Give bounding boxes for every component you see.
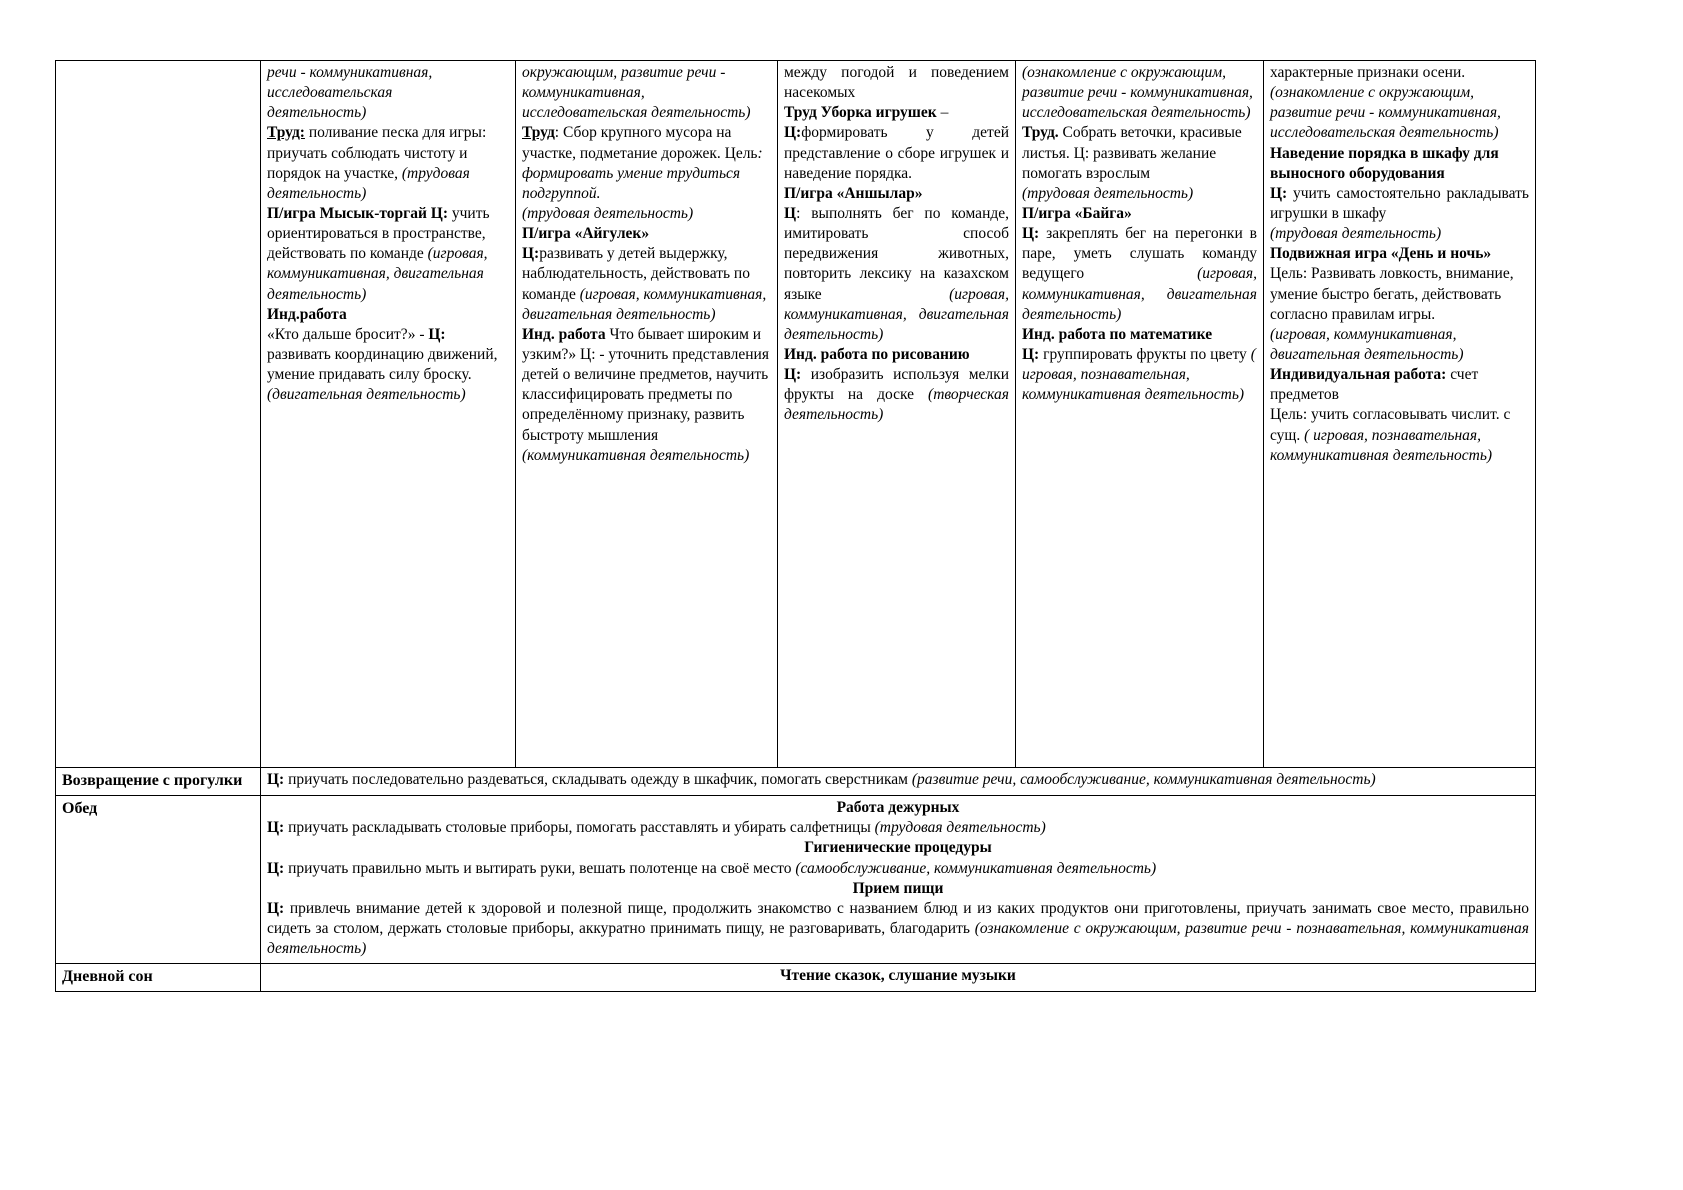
day5-ind-text: счет предметов — [1270, 366, 1479, 404]
lunch-l2-c: Ц: — [267, 859, 285, 877]
walk-cell-day5 — [1264, 61, 1536, 768]
table-row-lunch — [56, 796, 1536, 964]
day4-game-text: закреплять бег на перегонки в паре, уметь слушать команду ведущего — [1022, 225, 1257, 283]
lunch-l1-text: приучать раскладывать столовые приборы, помогать расставлять и убирать салфетницы — [284, 819, 875, 837]
lunch-l3-tag: (ознакомление с окружающим, развитие речи - познавательная, коммуникативная деятельность) — [267, 919, 1529, 958]
day4-line1: (ознакомление с окружающим, развитие речи - коммуникативная, исследовательская деятельность) — [1022, 64, 1253, 122]
day2-line1: окружающим, развитие речи - коммуникативная, исследовательская деятельность) — [522, 64, 751, 122]
lunch-l1-tag: (трудовая деятельность) — [874, 819, 1046, 837]
lunch-heading-hygiene: Гигиенические процедуры — [804, 839, 992, 857]
lunch-l2-tag: (самообслуживание, коммуникативная деятельность) — [795, 859, 1157, 877]
day5-trud-label: Наведение порядка в шкафу для выносного оборудования — [1270, 144, 1499, 182]
day1-line1: речи - коммуникативная, — [267, 64, 433, 81]
daily-schedule-table — [55, 60, 1536, 992]
day5-game-title: Подвижная игра «День и ночь» — [1270, 245, 1492, 263]
day4-trud-text: Собрать веточки, красивые листья. Ц: развивать желание помогать взрослым — [1022, 124, 1242, 182]
day4-trud-label: Труд. — [1022, 124, 1059, 142]
day2-game-title: П/игра «Айгулек» — [522, 225, 650, 243]
day1-ind-c: Ц: — [428, 325, 446, 343]
lunch-l3-c: Ц: — [267, 899, 285, 917]
lunch-content — [261, 796, 1536, 964]
day2-trud-tag: (трудовая деятельность) — [522, 204, 694, 222]
walk-cell-day4 — [1016, 61, 1264, 768]
day4-ind-c: Ц: — [1022, 345, 1040, 363]
day4-game-c: Ц: — [1022, 225, 1040, 243]
day2-trud-text: : Сбор крупного мусора на участке, подметание дорожек. Цель — [522, 124, 758, 162]
lunch-heading-meal: Прием пищи — [852, 879, 944, 897]
day3-trud-label: Труд Уборка игрушек — [784, 104, 937, 122]
day3-ind-c: Ц: — [784, 366, 802, 384]
day1-ind-text-a: «Кто дальше бросит?» - — [267, 325, 429, 343]
day3-game-tag: (игровая, коммуникативная, двигательная деятельность) — [784, 285, 1009, 343]
lunch-heading-duty: Работа дежурных — [836, 799, 960, 817]
walk-cell-day2 — [516, 61, 778, 768]
day1-trud-tag: (трудовая деятельность) — [267, 164, 470, 202]
day2-trud-text2: : формировать умение трудиться подгруппой. — [522, 144, 763, 202]
table-row-return — [56, 768, 1536, 796]
return-content — [261, 768, 1536, 796]
nap-content: Чтение сказок, слушание музыки — [261, 964, 1536, 992]
walk-cell-day1 — [261, 61, 516, 768]
day5-trud-c: Ц: — [1270, 184, 1288, 202]
day5-trud-text: учить самостоятельно ракладывать игрушки в шкафу — [1270, 184, 1529, 222]
day4-ind-tag: ( игровая, познавательная, коммуникативная деятельность) — [1022, 345, 1256, 404]
table-row-nap — [56, 964, 1536, 992]
day2-game-c: Ц: — [522, 245, 540, 263]
day1-game-text: учить ориентироваться в пространстве, действовать по команде — [267, 204, 490, 263]
day1-trud-text: поливание песка для игры: приучать соблюдать чистоту и порядок на участке, — [267, 124, 487, 182]
day4-game-title: П/игра «Байга» — [1022, 204, 1132, 222]
row-label-walk — [56, 61, 261, 768]
day3-ind-text: изобразить используя мелки фрукты на доске — [784, 366, 1009, 404]
day4-game-tag: (игровая, коммуникативная, двигательная деятельность) — [1022, 265, 1257, 323]
day5-game-text: Цель: Развивать ловкость, внимание, умение быстро бегать, действовать согласно правилам игры. — [1270, 265, 1514, 323]
lunch-l1-c: Ц: — [267, 819, 285, 837]
row-label-lunch: Обед — [56, 796, 261, 964]
day3-trud-text: формировать у детей представление о сборе игрушек и наведение порядка. — [784, 124, 1009, 182]
day3-game-title: П/игра «Аншылар» — [784, 184, 923, 202]
day1-ind-text-b: развивать координацию движений, умение придавать силу броску. — [267, 345, 498, 384]
day1-game-tag: (игровая, коммуникативная, двигательная деятельность) — [267, 245, 488, 303]
day5-game-tag: (игровая, коммуникативная, двигательная деятельность) — [1270, 325, 1464, 363]
table-row-walk — [56, 61, 1536, 768]
day5-ind-label: Индивидуальная работа: — [1270, 366, 1447, 384]
row-label-return: Возвращение с прогулки — [56, 768, 261, 796]
day2-game-text: развивать у детей выдержку, наблюдательность, действовать по команде — [522, 245, 750, 303]
day5-ind-text2: Цель: учить согласовывать числит. с сущ. — [1270, 406, 1511, 444]
day5-line2: (ознакомление с окружающим, развитие речи - коммуникативная, исследовательская деятельность) — [1270, 84, 1501, 142]
day3-line1: между погодой и поведением насекомых — [784, 64, 1009, 102]
return-text: приучать последовательно раздеваться, складывать одежду в шкафчик, помогать сверстникам — [284, 771, 912, 788]
day4-trud-tag: (трудовая деятельность) — [1022, 184, 1194, 202]
walk-cell-day3 — [778, 61, 1016, 768]
day3-trud-dash: – — [936, 104, 949, 122]
day2-game-tag: (игровая, коммуникативная, двигательная деятельность) — [522, 285, 767, 323]
day4-ind-text: группировать фрукты по цвету — [1039, 345, 1251, 363]
day5-ind-tag: ( игровая, познавательная, коммуникативная деятельность) — [1270, 426, 1493, 464]
day5-trud-tag: (трудовая деятельность) — [1270, 225, 1442, 243]
day3-game-text: : выполнять бег по команде, имитировать способ передвижения животных, повторить лексику на казахском языке — [784, 204, 1009, 303]
day2-trud-label: Труд — [522, 124, 555, 142]
day1-ind-tag: (двигательная деятельность) — [267, 386, 466, 404]
day1-line3: деятельность) — [267, 104, 367, 122]
day2-ind-label: Инд. работа — [522, 325, 606, 343]
day1-game-title: П/игра Мысык-торгай Ц: — [267, 204, 448, 222]
day4-ind-label: Инд. работа по математике — [1022, 325, 1213, 343]
return-c: Ц: — [267, 771, 285, 788]
day1-line2: исследовательская — [267, 84, 393, 102]
row-label-nap: Дневной сон — [56, 964, 261, 992]
day3-ind-tag: (творческая деятельность) — [784, 386, 1009, 424]
day3-ind-label: Инд. работа по рисованию — [784, 345, 970, 363]
day2-ind-text: Что бывает широким и узким?» Ц: - уточнить представления детей о величине предметов, научить классифицировать предметы по определённому признаку, развить быстроту мышления — [522, 325, 769, 444]
lunch-l2-text: приучать правильно мыть и вытирать руки, вешать полотенце на своё место — [284, 859, 796, 877]
day3-game-c: Ц — [784, 204, 797, 222]
day5-line1: характерные признаки осени. — [1270, 64, 1466, 81]
day3-trud-c: Ц: — [784, 124, 802, 142]
day1-trud-label: Труд: — [267, 124, 305, 142]
return-tag: (развитие речи, самообслуживание, коммуникативная деятельность) — [911, 771, 1376, 788]
lunch-l3-text: привлечь внимание детей к здоровой и полезной пище, продолжить знакомство с названием блюд и из каких продуктов они приготовлены, приучать занимать свое место, правильно сидеть за столом, держать столовые приборы, аккуратно принимать пищу, не разговаривать, благодарить — [267, 899, 1529, 937]
day1-ind-label: Инд.работа — [267, 305, 347, 323]
day2-ind-tag: (коммуникативная деятельность) — [522, 446, 750, 464]
